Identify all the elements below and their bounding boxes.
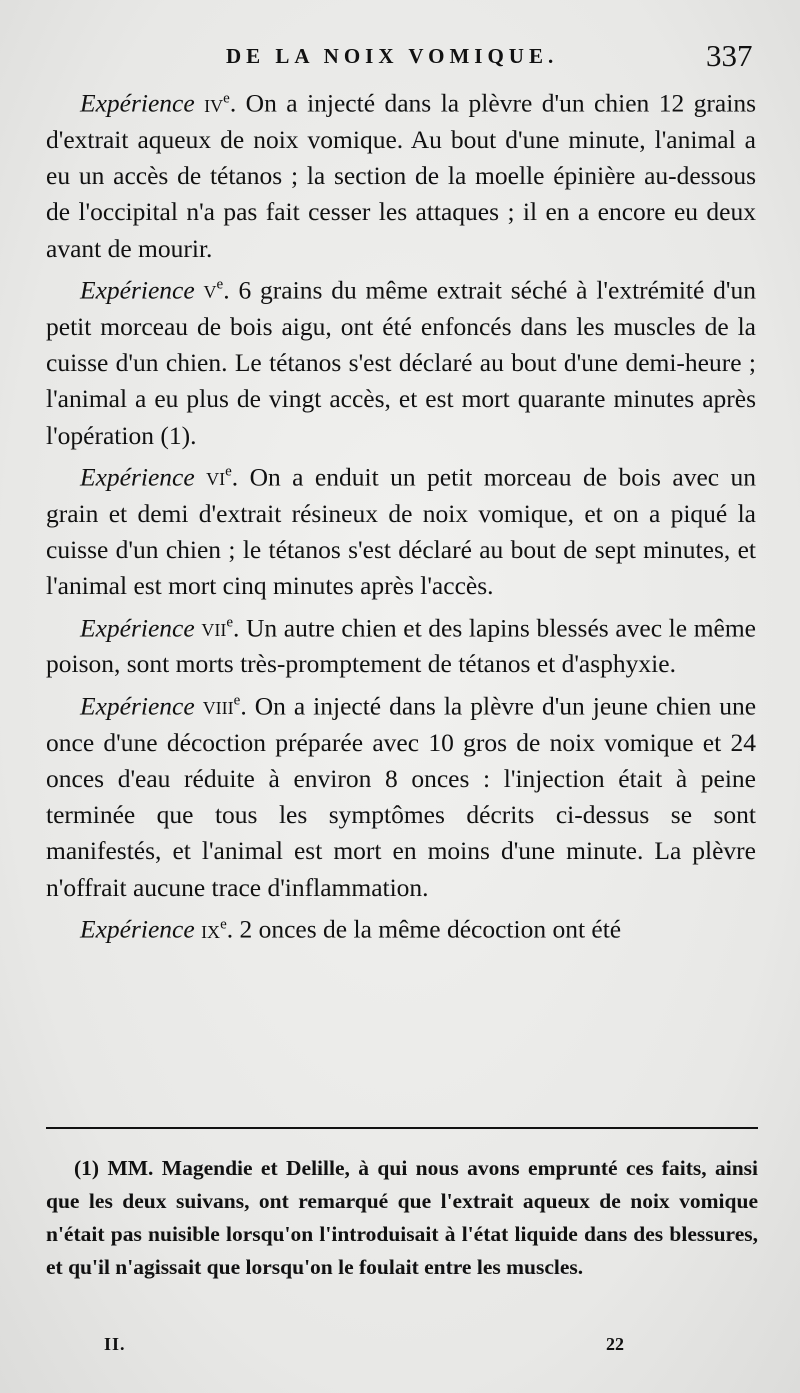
experiment-numeral: $vi^e$ [206, 462, 232, 492]
experiment-label: Expérience [80, 88, 195, 118]
footnote-divider [46, 1127, 758, 1129]
experiment-text: . On a injecté dans la plèvre d'un chien 12 grains d'extrait aqueux de noix vomique. Au bout d'une minute, l'animal a eu un accès de tétanos ; la section de la moelle épinière au-dessous de l'occipital n'a pas fait cesser les attaques ; il en a encore eu deux avant de mourir. [46, 88, 757, 263]
experiment-label: Expérience [80, 462, 195, 492]
experiment-paragraph [46, 605, 756, 683]
running-title: DE LA NOIX VOMIQUE. [226, 44, 559, 68]
experiment-label: Expérience [80, 691, 195, 721]
experiment-numeral: vii$^e$ [201, 613, 233, 643]
sheet-number: 22 [606, 1334, 624, 1354]
experiment-paragraph [46, 683, 756, 906]
experiment-paragraph [46, 454, 756, 605]
running-head [0, 38, 800, 78]
experiment-label: Expérience [80, 275, 195, 305]
experiment-label: Expérience [80, 914, 195, 944]
footnote-text: (1) MM. Magendie et Delille, à qui nous avons emprunté ces faits, ainsi que les deux suivans, ont remarqué que l'extrait aqueux de noix vomique n'était pas nuisible lorsqu'on l'introduisait à l'état liquide dans des blessures, et qu'il n'agissait que lorsqu'on le foulait entre les muscles. [46, 1156, 758, 1279]
experiment-label: Expérience [80, 613, 195, 643]
experiment-text: . 6 grains du même extrait séché à l'extrémité d'un petit morceau de bois aigu, ont été enfoncés dans les muscles de la cuisse d'un chien. Le tétanos s'est déclaré au bout d'une demi-heure ; l'animal a eu plus de vingt accès, et est mort quarante minutes après l'opération (1). [46, 275, 757, 450]
signature-mark: II. [104, 1334, 126, 1354]
experiment-text: . On a injecté dans la plèvre d'un jeune chien une once d'une décoction préparée avec 10 gros de noix vomique et 24 onces d'eau réduite à environ 8 onces : l'injection était à peine terminée que tous les symptômes décrits ci-dessus se sont manifestés, et l'animal est mort en moins d'une minute. La plèvre n'offrait aucune trace d'inflammation. [46, 691, 757, 902]
experiment-text: . Un autre chien et des lapins blessés avec le même poison, sont morts très-promptement de tétanos et d'asphyxie. [46, 613, 757, 679]
experiment-paragraph [46, 906, 756, 948]
experiment-paragraph [46, 267, 756, 454]
experiment-numeral: $ix^e$ [201, 914, 227, 944]
page-number: 337 [706, 38, 753, 73]
experiment-paragraph [46, 80, 756, 267]
experiment-numeral: $v^e$ [203, 275, 224, 305]
experiment-numeral: viii$^e$ [202, 691, 241, 721]
experiment-text: . 2 onces de la même décoction ont été [226, 914, 622, 944]
main-text [46, 80, 756, 948]
experiment-numeral: $iv^e$ [204, 88, 230, 118]
footnote [46, 1152, 758, 1284]
experiment-text: . On a enduit un petit morceau de bois avec un grain et demi d'extrait résineux de noix vomique, et on a piqué la cuisse d'un chien ; le tétanos s'est déclaré au bout de sept minutes, et l'animal est mort cinq minutes après l'accès. [46, 462, 757, 601]
